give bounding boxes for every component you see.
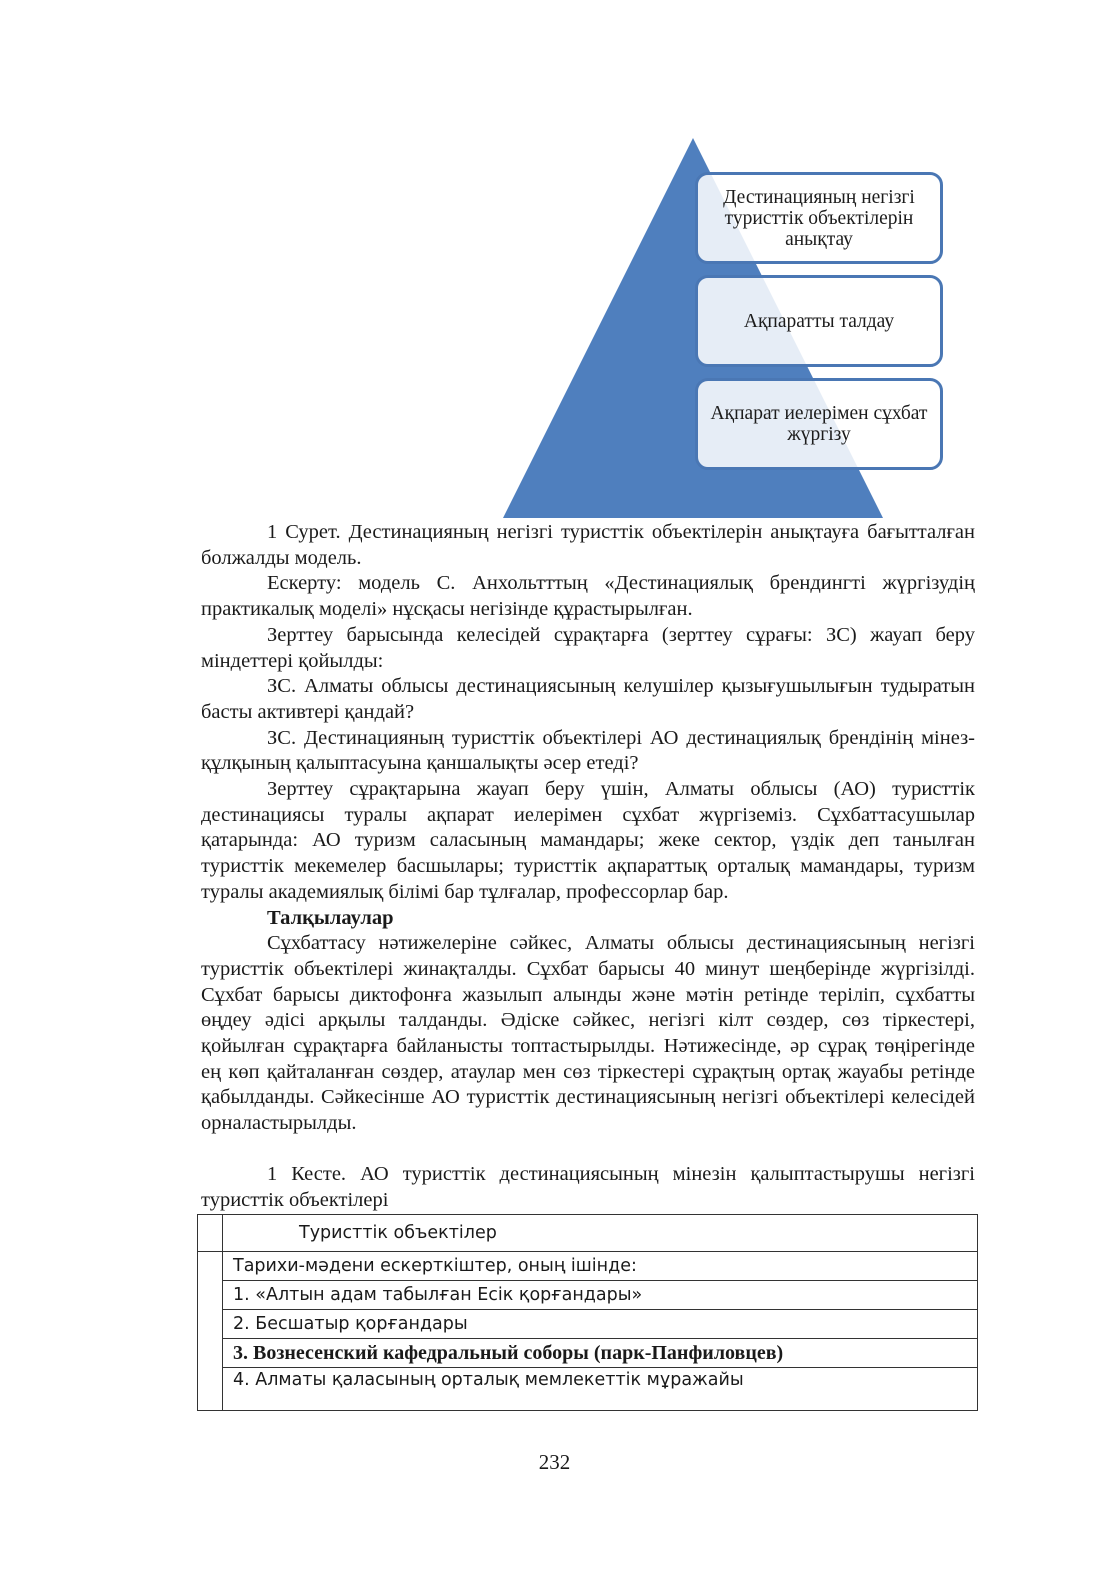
- table-header-cell: Туристтік объектілер: [223, 1215, 978, 1252]
- table-group-label: Тарихи-мәдени ескерткіштер, оның ішінде:: [223, 1252, 978, 1281]
- table-row: [198, 1368, 978, 1411]
- tourist-objects-table: [197, 1214, 978, 1411]
- table-item: 4. Алматы қаласының орталық мемлекеттік мұражайы: [223, 1368, 978, 1411]
- table-row: [198, 1252, 978, 1281]
- table-caption: 1 Кесте. АО туристтік дестинациясының мінезін қалыптастырушы негізгі туристтік объектілері: [201, 1163, 975, 1211]
- table-cell-empty: [198, 1215, 223, 1252]
- research-intro: Зерттеу барысында келесідей сұрақтарға (зерттеу сұрағы: ЗС) жауап беру міндеттері қойылды:: [201, 623, 975, 672]
- research-question-1: ЗС. Алматы облысы дестинациясының келушілер қызығушылығын тудыратын басты активтері қандай?: [201, 675, 975, 723]
- table-row: [198, 1281, 978, 1310]
- pyramid-step-bottom: Ақпарат иелерімен сұхбат жүргізу: [695, 378, 943, 470]
- table-item: 1. «Алтын адам табылған Есік қорғандары»: [223, 1281, 978, 1310]
- table-caption-block: [201, 1162, 975, 1213]
- method-paragraph: Зерттеу сұрақтарына жауап беру үшін, Алматы облысы (АО) туристтік дестинациясы туралы ақпарат иелерімен сұхбат жүргіземіз. Сұхбаттасушылар қатарында: АО туризм саласының мамандары; жеке сектор, үздік деп танылған туристтік мекемелер басшылары; туристтік ақпараттық орталық мамандары, туризм туралы академиялық білімі бар тұлғалар, профессорлар бар.: [201, 778, 975, 903]
- page-number: 232: [538, 1450, 571, 1474]
- table-cell-empty: [198, 1252, 223, 1411]
- body-text: [201, 520, 975, 1137]
- table-item: 3. Вознесенский кафедральный соборы (парк-Панфиловцев): [223, 1339, 978, 1368]
- table-item: 2. Бесшатыр қорғандары: [223, 1310, 978, 1339]
- table-row: [198, 1339, 978, 1368]
- research-question-2: ЗС. Дестинацияның туристтік объектілері АО дестинациялық брендінің мінез-құлқының қалыптасуына қаншалықты әсер етеді?: [201, 726, 975, 775]
- pyramid-step-top: Дестинацияның негізгі туристтік объектілерін анықтау: [695, 172, 943, 264]
- section-heading: Талқылаулар: [267, 906, 394, 929]
- figure-note: Ескерту: модель С. Анхольтттың «Дестинациялық брендингті жүргізудің практикалық моделі» нұсқасы негізінде құрастырылған.: [201, 572, 975, 621]
- table-header-row: [198, 1215, 978, 1252]
- figure-caption: 1 Сурет. Дестинацияның негізгі туристтік объектілерін анықтауға бағытталған болжалды модель.: [201, 521, 975, 569]
- pyramid-diagram: [500, 135, 950, 520]
- table-row: [198, 1310, 978, 1339]
- discussion-paragraph: Сұхбаттасу нәтижелеріне сәйкес, Алматы облысы дестинациясының негізгі туристтік объектілері жинақталды. Сұхбат барысы 40 минут шеңберінде жүргізілді. Сұхбат барысы диктофонға жазылып алынды және мәтін ретінде теріліп, сұхбатты өңдеу әдісі арқылы талданды. Әдіске сәйкес, негізгі кілт сөздер, сөз тіркестері, қойылған сұрақтарға байланысты топтастырылды. Нәтижесінде, әр сұрақ төңірегінде ең көп қайталанған сөздер, атаулар мен сөз тіркестері сұрақтың ортақ жауабы ретінде қабылданды. Сәйкесінше АО туристтік дестинациясының негізгі объектілері келесідей орналастырылды.: [201, 932, 975, 1135]
- pyramid-step-middle: Ақпаратты талдау: [695, 275, 943, 367]
